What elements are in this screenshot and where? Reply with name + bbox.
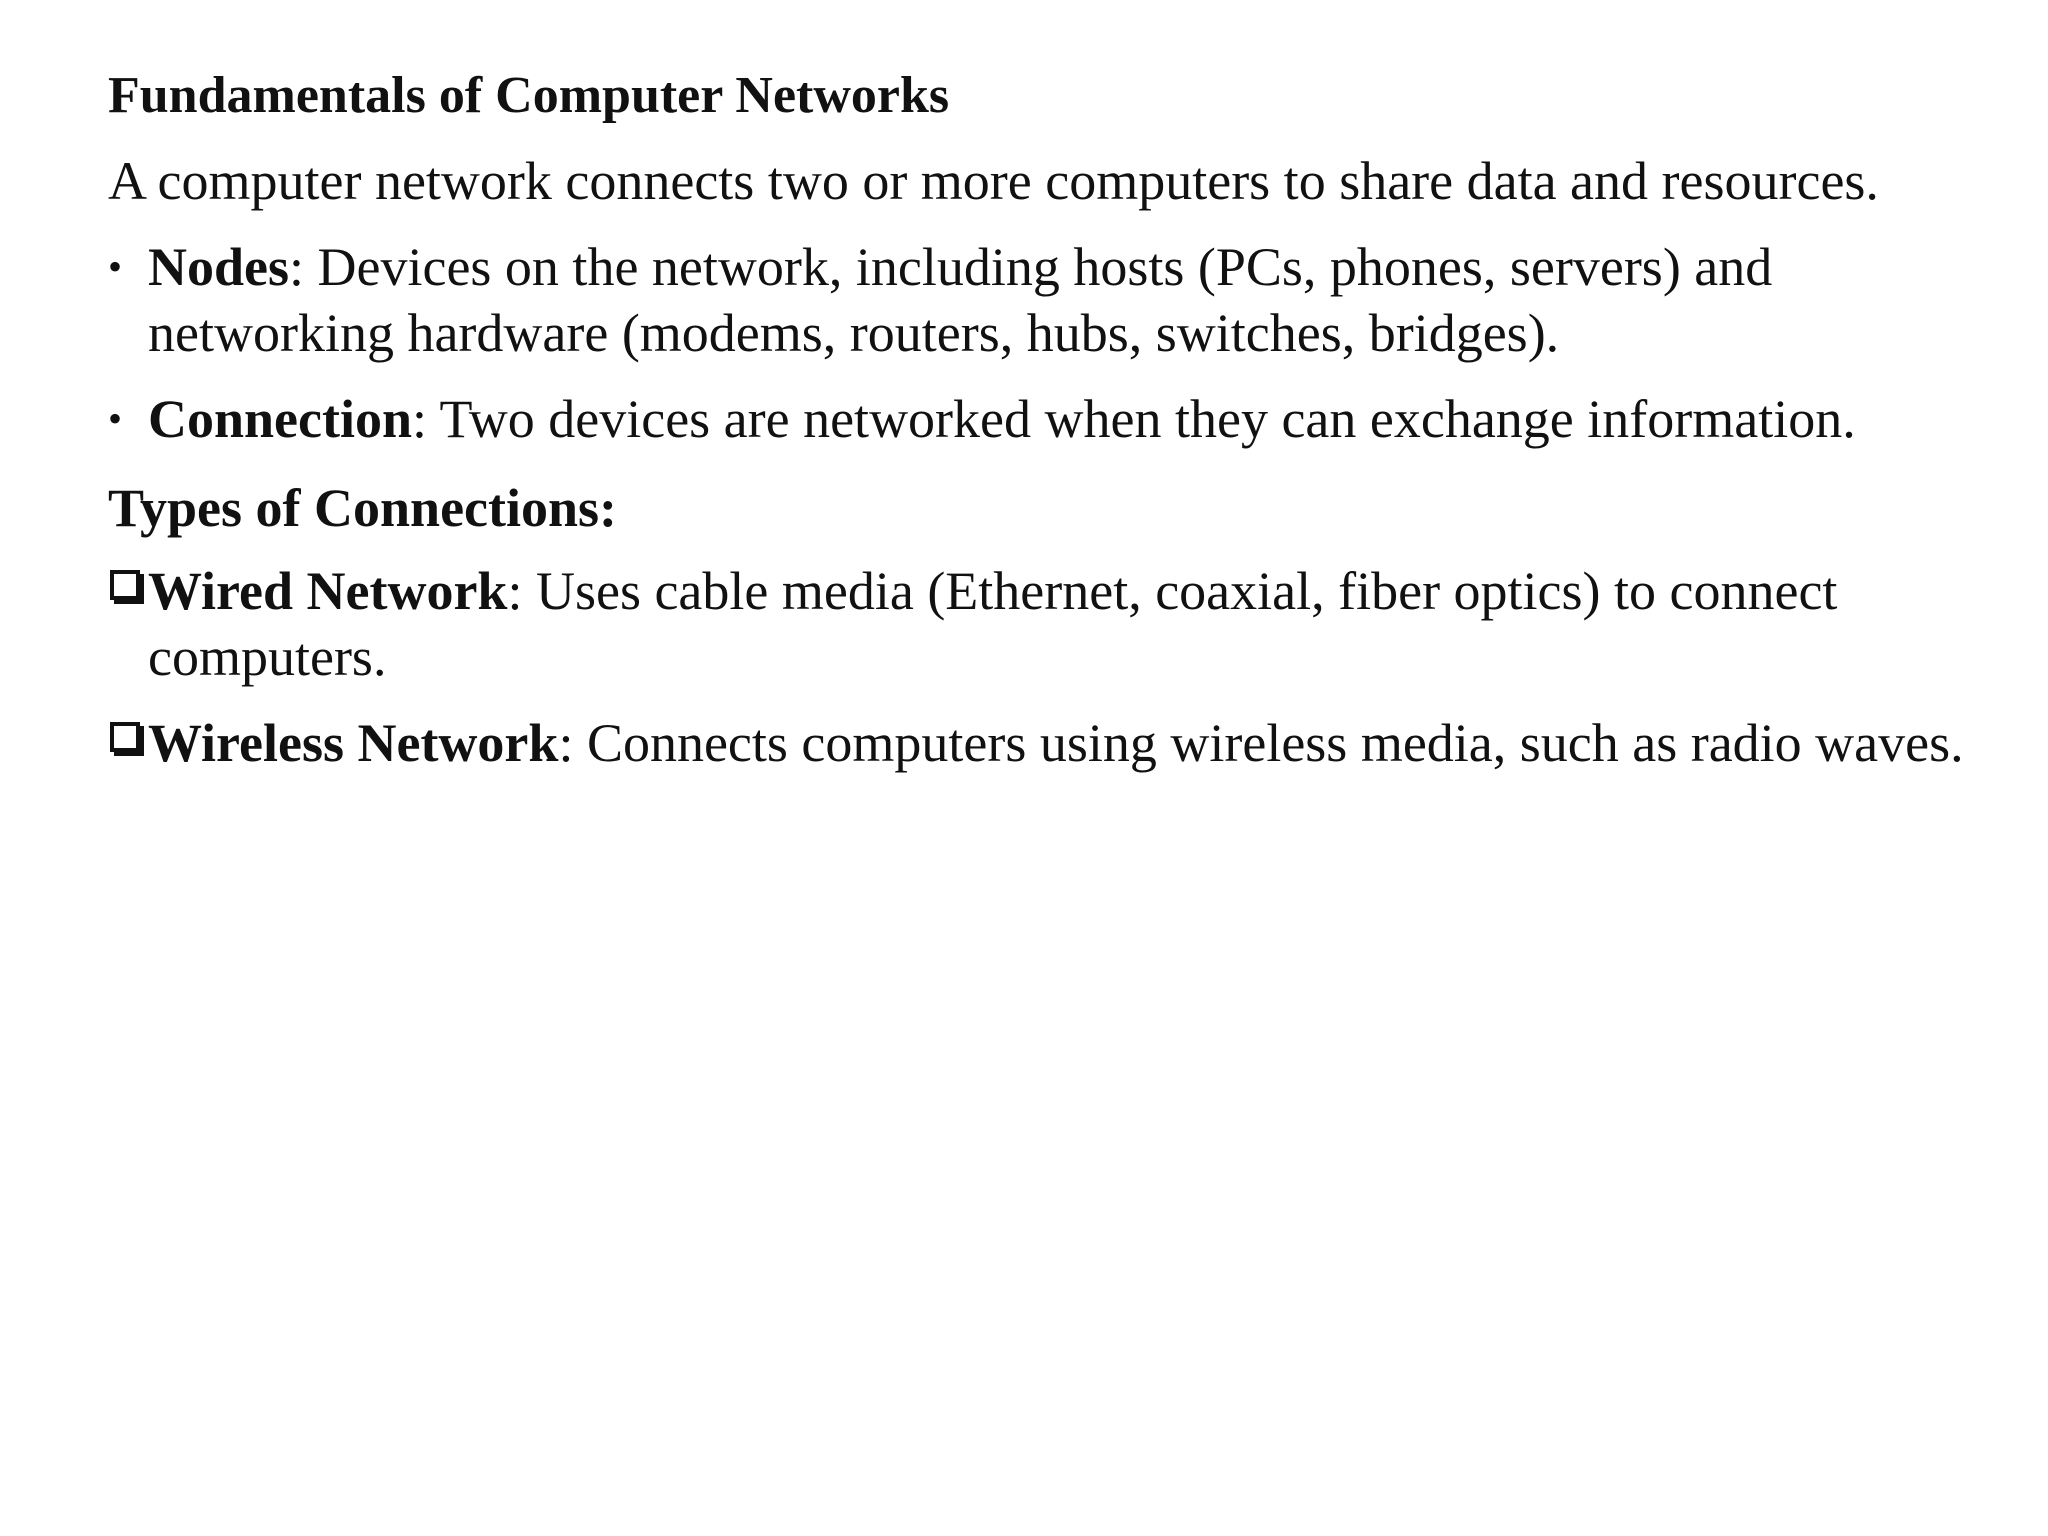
bullet-item-connection xyxy=(108,386,1968,452)
bullet-dot-icon: • xyxy=(108,396,123,441)
bullet-item-nodes xyxy=(108,234,1968,366)
type-text: : Connects computers using wireless media, such as radio waves. xyxy=(558,713,1964,773)
bullet-text: : Devices on the network, including hosts (PCs, phones, servers) and networking hardware (modems, routers, hubs, switches, bridges). xyxy=(148,237,1773,363)
type-term: Wireless Network xyxy=(148,713,559,773)
type-term: Wired Network xyxy=(148,561,508,621)
bullet-dot-icon: • xyxy=(108,244,123,289)
checkbox-icon xyxy=(110,570,140,600)
type-text: : Uses cable media (Ethernet, coaxial, fiber optics) to connect computers. xyxy=(148,561,1838,687)
bullet-text: : Two devices are networked when they can exchange information. xyxy=(412,389,1856,449)
type-item-wireless xyxy=(108,710,1968,776)
types-heading: Types of Connections: xyxy=(108,478,618,538)
type-item-wired xyxy=(108,558,1968,690)
checkbox-icon xyxy=(110,722,140,752)
slide-content xyxy=(108,60,1968,796)
slide-title: Fundamentals of Computer Networks xyxy=(108,67,950,124)
bullet-term: Nodes xyxy=(148,237,290,297)
intro-paragraph: A computer network connects two or more computers to share data and resources. xyxy=(108,151,1879,211)
bullet-term: Connection xyxy=(148,389,413,449)
